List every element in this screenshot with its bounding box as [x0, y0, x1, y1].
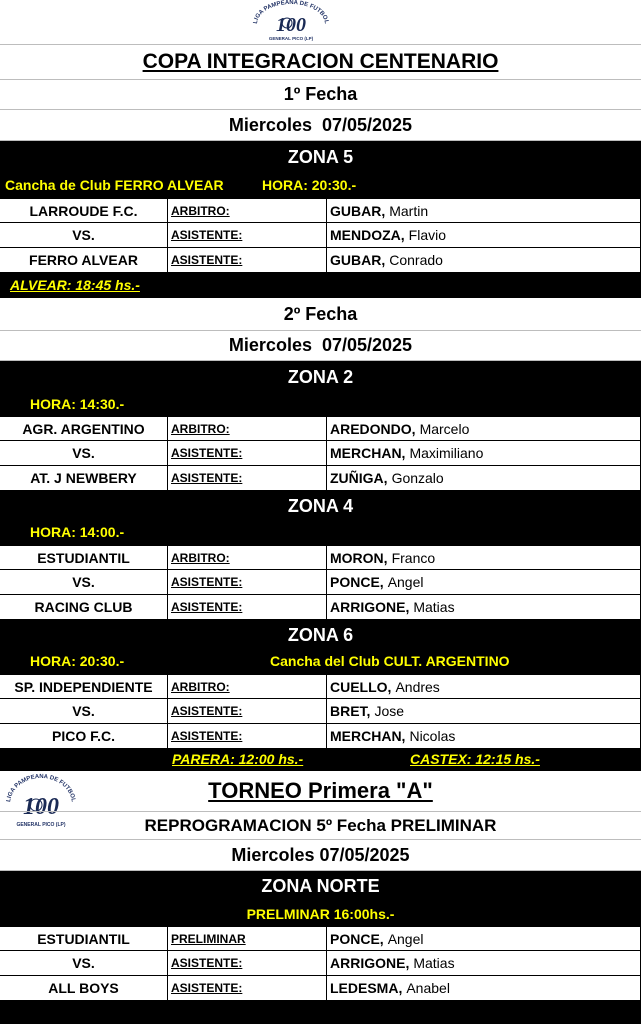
match-row	[0, 699, 641, 724]
zone-5-info-bar	[0, 174, 641, 198]
role-label: ASISTENTE:	[168, 466, 327, 490]
venue-label: Cancha del Club CULT. ARGENTINO	[270, 653, 510, 669]
away-team: FERRO ALVEAR	[0, 248, 168, 272]
official-name: MORON, Franco	[327, 546, 641, 569]
zone-6-note-bar	[0, 749, 641, 771]
zone-4-header: ZONA 4	[0, 491, 641, 522]
official-name: LEDESMA, Anabel	[327, 976, 641, 1000]
note-label: PARERA: 12:00 hs.-	[172, 751, 304, 767]
note-label: CASTEX: 12:15 hs.-	[410, 751, 540, 767]
role-label: ARBITRO:	[168, 417, 327, 440]
role-label: ASISTENTE:	[168, 223, 327, 247]
official-name: MENDOZA, Flavio	[327, 223, 641, 247]
role-label: ASISTENTE:	[168, 248, 327, 272]
svg-text:100: 100	[23, 794, 59, 820]
role-label: ASISTENTE:	[168, 951, 327, 975]
match-row	[0, 545, 641, 570]
official-name: ARRIGONE, Matias	[327, 951, 641, 975]
fecha2-label: 2º Fecha	[0, 298, 641, 331]
match-row	[0, 724, 641, 749]
role-label: ARBITRO:	[168, 546, 327, 569]
match-row	[0, 976, 641, 1001]
zone-norte-header: ZONA NORTE	[0, 871, 641, 902]
home-team: AGR. ARGENTINO	[0, 417, 168, 440]
match-row	[0, 674, 641, 699]
match-row	[0, 223, 641, 248]
vs-label: VS.	[0, 699, 168, 723]
home-team: ESTUDIANTIL	[0, 927, 168, 950]
home-team: ESTUDIANTIL	[0, 546, 168, 569]
vs-label: VS.	[0, 223, 168, 247]
vs-label: VS.	[0, 570, 168, 594]
zone-4-info-bar	[0, 522, 641, 545]
zone-6-header: ZONA 6	[0, 620, 641, 650]
svg-text:GENERAL PICO (LP): GENERAL PICO (LP)	[16, 822, 66, 828]
zone-2-info-bar	[0, 394, 641, 416]
official-name: PONCE, Angel	[327, 927, 641, 950]
away-team: AT. J NEWBERY	[0, 466, 168, 490]
role-label: ASISTENTE:	[168, 595, 327, 619]
page-title: COPA INTEGRACION CENTENARIO	[0, 44, 641, 80]
official-name: MERCHAN, Maximiliano	[327, 441, 641, 465]
svg-text:GENERAL PICO (LP): GENERAL PICO (LP)	[268, 36, 314, 41]
match-row	[0, 248, 641, 273]
role-label: ASISTENTE:	[168, 570, 327, 594]
zone-5-header: ZONA 5	[0, 141, 641, 174]
time-label: HORA: 14:30.-	[30, 396, 125, 412]
fecha2-date: Miercoles 07/05/2025	[0, 331, 641, 361]
role-label: ARBITRO:	[168, 199, 327, 222]
match-row	[0, 951, 641, 976]
svg-text:LIGA PAMPEANA DE FUTBOL: LIGA PAMPEANA DE FUTBOL	[6, 773, 76, 803]
time-label: HORA: 14:00.-	[30, 524, 125, 540]
note-label: ALVEAR: 18:45 hs.-	[10, 277, 140, 293]
vs-label: VS.	[0, 951, 168, 975]
match-row	[0, 595, 641, 620]
official-name: MERCHAN, Nicolas	[327, 724, 641, 748]
league-centenary-logo	[251, 0, 331, 44]
torneo-title: TORNEO Primera "A"	[208, 778, 433, 803]
match-row	[0, 416, 641, 441]
role-label: ARBITRO:	[168, 675, 327, 698]
official-name: CUELLO, Andres	[327, 675, 641, 698]
fecha1-date: Miercoles 07/05/2025	[0, 110, 641, 141]
official-name: GUBAR, Martin	[327, 199, 641, 222]
svg-text:LIGA PAMPEANA DE FUTBOL: LIGA PAMPEANA DE FUTBOL	[252, 0, 330, 25]
role-label: ASISTENTE:	[168, 441, 327, 465]
match-row	[0, 570, 641, 595]
zone-norte-info-bar	[0, 902, 641, 926]
role-label: ASISTENTE:	[168, 724, 327, 748]
torneo-date: Miercoles 07/05/2025	[0, 840, 641, 871]
time-label: PRELMINAR 16:00hs.-	[246, 906, 395, 922]
time-label: HORA: 20:30.-	[30, 653, 125, 669]
official-name: ARRIGONE, Matias	[327, 595, 641, 619]
fecha1-label: 1º Fecha	[0, 80, 641, 110]
role-label: PRELIMINAR	[168, 927, 327, 950]
role-label: ASISTENTE:	[168, 699, 327, 723]
torneo-subtitle: REPROGRAMACION 5º Fecha PRELIMINAR	[0, 811, 641, 840]
away-team: RACING CLUB	[0, 595, 168, 619]
zone-2-header: ZONA 2	[0, 361, 641, 394]
match-row	[0, 441, 641, 466]
zone-5-note-bar	[0, 273, 641, 298]
venue-label: Cancha de Club FERRO ALVEAR	[5, 177, 224, 193]
official-name: ZUÑIGA, Gonzalo	[327, 466, 641, 490]
official-name: BRET, Jose	[327, 699, 641, 723]
match-row	[0, 198, 641, 223]
match-row	[0, 926, 641, 951]
footer-bar	[0, 1000, 641, 1024]
home-team: LARROUDE F.C.	[0, 199, 168, 222]
away-team: ALL BOYS	[0, 976, 168, 1000]
match-row	[0, 466, 641, 491]
svg-text:100: 100	[276, 14, 306, 36]
home-team: SP. INDEPENDIENTE	[0, 675, 168, 698]
role-label: ASISTENTE:	[168, 976, 327, 1000]
zone-6-info-bar	[0, 650, 641, 674]
official-name: GUBAR, Conrado	[327, 248, 641, 272]
vs-label: VS.	[0, 441, 168, 465]
away-team: PICO F.C.	[0, 724, 168, 748]
official-name: AREDONDO, Marcelo	[327, 417, 641, 440]
official-name: PONCE, Angel	[327, 570, 641, 594]
time-label: HORA: 20:30.-	[262, 177, 357, 193]
